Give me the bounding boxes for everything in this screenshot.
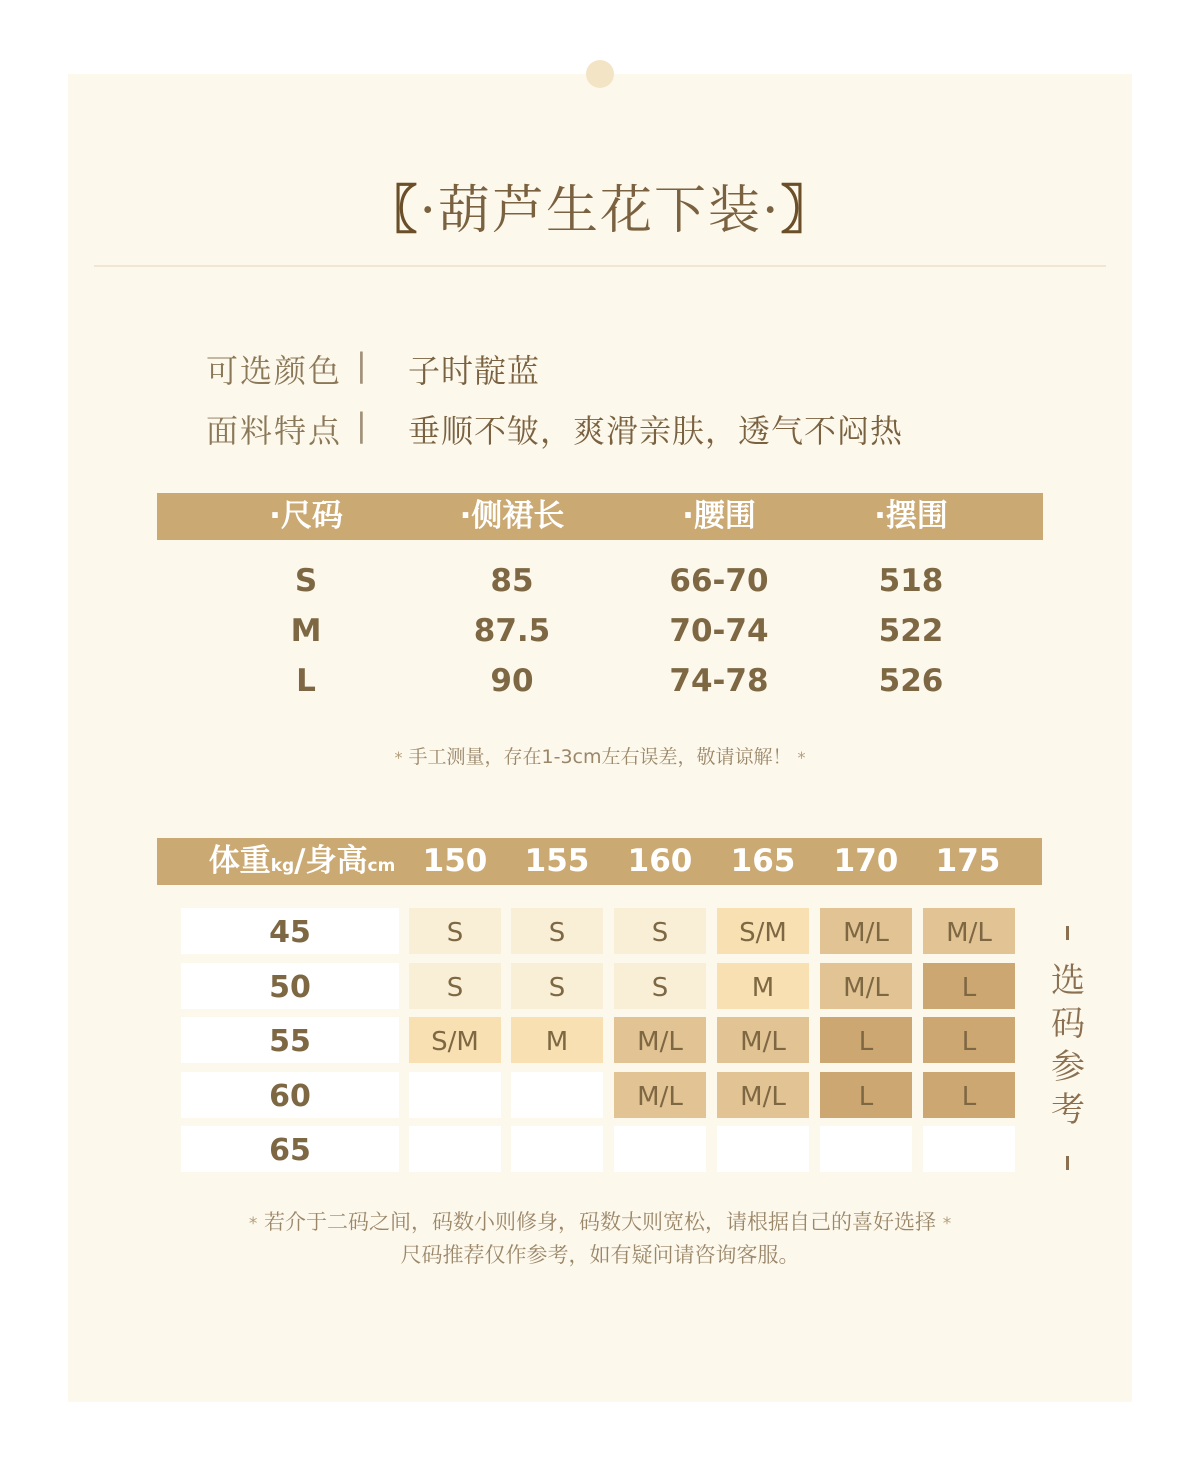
size-cell: M/L [614, 1017, 706, 1063]
note-star: * [394, 748, 403, 767]
size-cell [923, 1126, 1015, 1172]
size-cell: S [614, 908, 706, 954]
size-cell: M/L [820, 908, 912, 954]
info-label: 面料特点 [206, 412, 343, 450]
size-cell: S [409, 908, 501, 954]
spec-cell: 74-78 [669, 663, 769, 699]
note-star: * [797, 748, 806, 767]
size-cell: S/M [717, 908, 809, 954]
title-divider [94, 265, 1106, 267]
size-cell: M/L [923, 908, 1015, 954]
height-unit: cm [367, 856, 396, 876]
foot-text: 若介于二码之间，码数小则修身，码数大则宽松，请根据自己的喜好选择 [264, 1210, 936, 1234]
side-label-char: 码 [1051, 1004, 1085, 1044]
spec-cell: 522 [878, 613, 944, 649]
spec-cell: S [294, 563, 318, 599]
weight-cell: 65 [181, 1126, 399, 1172]
spec-cell: 526 [878, 663, 944, 699]
size-cell: L [820, 1072, 912, 1118]
size-cell: M [511, 1017, 603, 1063]
spec-cell: 518 [878, 563, 944, 599]
size-grid-header [157, 838, 1042, 885]
size-cell: S [511, 908, 603, 954]
size-cell: L [923, 963, 1015, 1009]
side-tick [1066, 1156, 1069, 1170]
side-label-char: 参 [1051, 1047, 1085, 1087]
weight-label: 体重 [208, 843, 271, 879]
footnote-line1 [0, 1206, 1200, 1236]
info-value: 子时靛蓝 [408, 352, 541, 390]
size-cell: L [923, 1072, 1015, 1118]
title-bracket-open: 〖 [365, 180, 420, 241]
size-cell [717, 1126, 809, 1172]
spec-cell: 90 [490, 663, 534, 699]
size-cell: L [820, 1017, 912, 1063]
size-cell [409, 1072, 501, 1118]
weight-cell: 60 [181, 1072, 399, 1118]
title-text: ·葫芦生花下装· [419, 181, 781, 241]
pin-decoration [586, 60, 614, 88]
size-cell: L [923, 1017, 1015, 1063]
spec-header-length: ·侧裙长 [459, 498, 565, 534]
size-cell: M [717, 963, 809, 1009]
page-title [0, 168, 1200, 243]
grid-header-height: 175 [935, 843, 1001, 879]
weight-cell: 45 [181, 908, 399, 954]
foot-star: * [942, 1214, 952, 1234]
weight-cell: 50 [181, 963, 399, 1009]
size-cell: M/L [614, 1072, 706, 1118]
weight-unit: kg [270, 856, 295, 876]
size-cell: S/M [409, 1017, 501, 1063]
info-separator: | [356, 406, 367, 444]
size-card [68, 74, 1132, 1402]
side-label-char: 考 [1051, 1090, 1085, 1130]
size-cell: S [614, 963, 706, 1009]
spec-cell: 85 [490, 563, 534, 599]
size-cell [820, 1126, 912, 1172]
grid-header-height: 170 [833, 843, 899, 879]
size-cell: M/L [717, 1072, 809, 1118]
spec-header-hem: ·摆围 [874, 498, 948, 534]
note-text: 手工测量，存在1-3cm左右误差，敬请谅解！ [408, 746, 792, 768]
spec-table-header [157, 493, 1043, 540]
weight-cell: 55 [181, 1017, 399, 1063]
side-label [1046, 920, 1090, 1170]
size-cell [409, 1126, 501, 1172]
spec-cell: 66-70 [669, 563, 769, 599]
size-cell [511, 1072, 603, 1118]
info-label: 可选颜色 [206, 352, 343, 390]
side-label-text [1046, 960, 1090, 1132]
spec-header-waist: ·腰围 [682, 498, 756, 534]
side-label-char: 选 [1051, 961, 1085, 1001]
grid-header-height: 150 [422, 843, 488, 879]
size-cell: M/L [820, 963, 912, 1009]
grid-header-height: 165 [730, 843, 796, 879]
grid-header-label [177, 838, 427, 885]
spec-cell: L [296, 663, 316, 699]
footnote-line2: 尺码推荐仅作参考，如有疑问请咨询客服。 [400, 1243, 800, 1267]
size-cell: S [511, 963, 603, 1009]
size-cell [614, 1126, 706, 1172]
grid-header-height: 155 [524, 843, 590, 879]
grid-header-height: 160 [627, 843, 693, 879]
size-cell: M/L [717, 1017, 809, 1063]
size-cell: S [409, 963, 501, 1009]
title-bracket-close: 〗 [780, 180, 835, 241]
spec-cell: 87.5 [473, 613, 551, 649]
foot-star: * [248, 1214, 258, 1234]
header-slash: / [294, 843, 306, 879]
side-tick [1066, 926, 1069, 940]
spec-header-size: ·尺码 [269, 498, 343, 534]
info-value: 垂顺不皱，爽滑亲肤，透气不闷热 [408, 412, 904, 450]
spec-cell: M [290, 613, 322, 649]
size-cell [511, 1126, 603, 1172]
info-separator: | [356, 346, 367, 384]
height-label: 身高 [305, 843, 368, 879]
spec-cell: 70-74 [669, 613, 769, 649]
measurement-note [0, 742, 1200, 769]
